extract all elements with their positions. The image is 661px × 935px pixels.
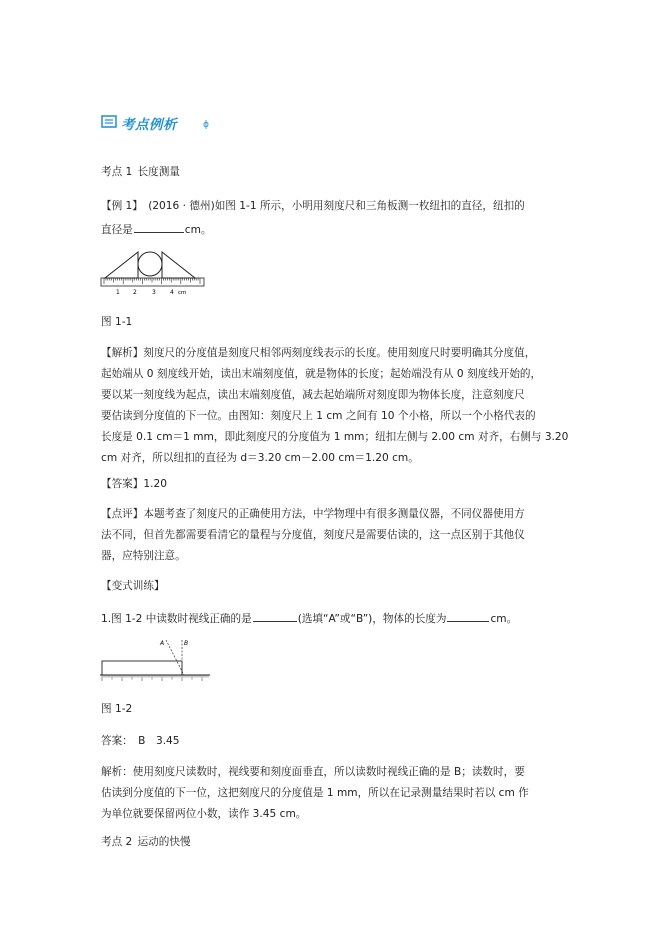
figure-caption: 图 1-1	[101, 316, 133, 328]
answer-value: 1.20	[143, 478, 167, 490]
example-tag: 【例 1】	[101, 200, 143, 212]
answer-tag: 【答案】	[101, 478, 144, 490]
comment-line: 【点评】本题考查了刻度尺的正确使用方法，中学物理中有很多测量仪器，不同仪器使用方	[101, 508, 525, 520]
tick-label: 3	[152, 289, 156, 296]
figure-ruler-triangles	[100, 250, 210, 298]
topic-name: 长度测量	[137, 166, 180, 178]
decor-mark-icon: ɸ	[203, 120, 209, 130]
figure-caption: 图 1-2	[101, 703, 133, 715]
answer-line: 答案： B 3.45	[101, 735, 180, 747]
answer-blank[interactable]	[253, 610, 297, 622]
book-icon	[101, 114, 119, 130]
topic-label: 考点 1	[101, 166, 133, 178]
variant-title: 【变式训练】	[101, 580, 165, 592]
topic-label: 考点 2	[101, 836, 133, 848]
example-line-1	[101, 200, 525, 213]
example-line-2: 直径是 cm。	[101, 221, 212, 237]
analysis-line: 要估读到分度值的下一位。由图知：刻度尺上 1 cm 之间有 10 个小格，所以一个小格代表的	[101, 410, 536, 422]
question-line: 1.图 1-2 中读数时视线正确的是 (选填“A”或“B”)，物体的长度为 cm。	[101, 610, 517, 626]
topic-heading	[101, 836, 191, 849]
answer-blank[interactable]	[447, 610, 489, 622]
tick-label: 1	[116, 289, 120, 296]
comment-line: 器，应特别注意。	[101, 550, 186, 562]
label-b: B	[184, 640, 189, 647]
analysis-line: 为单位就要保留两位小数，读作 3.45 cm。	[101, 808, 307, 820]
analysis-line: 【解析】刻度尺的分度值是刻度尺相邻两刻度线表示的长度。使用刻度尺时要明确其分度值，	[101, 347, 536, 359]
section-title: 考点例析	[121, 117, 177, 133]
topic-name: 运动的快慢	[137, 836, 191, 848]
analysis-line: 起始端从 0 刻度线开始，读出末端刻度值，就是物体的长度；起始端没有从 0 刻度线开始的，	[101, 368, 542, 380]
section-header	[101, 110, 211, 132]
analysis-tag: 【解析】	[101, 347, 144, 359]
label-a: A	[160, 640, 165, 647]
answer-choice: B	[138, 735, 146, 747]
topic-heading	[101, 166, 180, 179]
answer-blank[interactable]	[134, 221, 184, 233]
tick-label: 2	[133, 289, 137, 296]
comment-line: 法不同，但首先都需要看清它的量程与分度值，刻度尺是需要估读的，这一点区别于其他仪	[101, 529, 525, 541]
figure-ruler-reading	[100, 637, 212, 685]
analysis-line: 解析：使用刻度尺读数时，视线要和刻度面垂直，所以读数时视线正确的是 B；读数时，要	[101, 766, 525, 778]
answer-value: 3.45	[155, 735, 180, 747]
tick-label: 4	[170, 289, 174, 296]
analysis-line: 要以某一刻度线为起点，读出末端刻度值，减去起始端所对刻度即为物体长度，注意刻度尺	[101, 389, 525, 401]
comment-tag: 【点评】	[101, 508, 144, 520]
analysis-line: 估读到分度值的下一位，这把刻度尺的分度值是 1 mm，所以在记录测量结果时若以 cm 作	[101, 787, 529, 799]
analysis-line: cm 对齐，所以纽扣的直径为 d＝3.20 cm－2.00 cm＝1.20 cm。	[101, 452, 419, 464]
analysis-line: 长度是 0.1 cm＝1 mm，即此刻度尺的分度值为 1 mm；纽扣左侧与 2.00 cm 对齐，右侧与 3.20	[101, 431, 569, 443]
example-text: (2016 · 德州)如图 1-1 所示，小明用刻度尺和三角板测一枚纽扣的直径，纽扣的	[148, 200, 525, 212]
unit-label: cm	[178, 290, 187, 296]
answer-line	[101, 478, 167, 491]
